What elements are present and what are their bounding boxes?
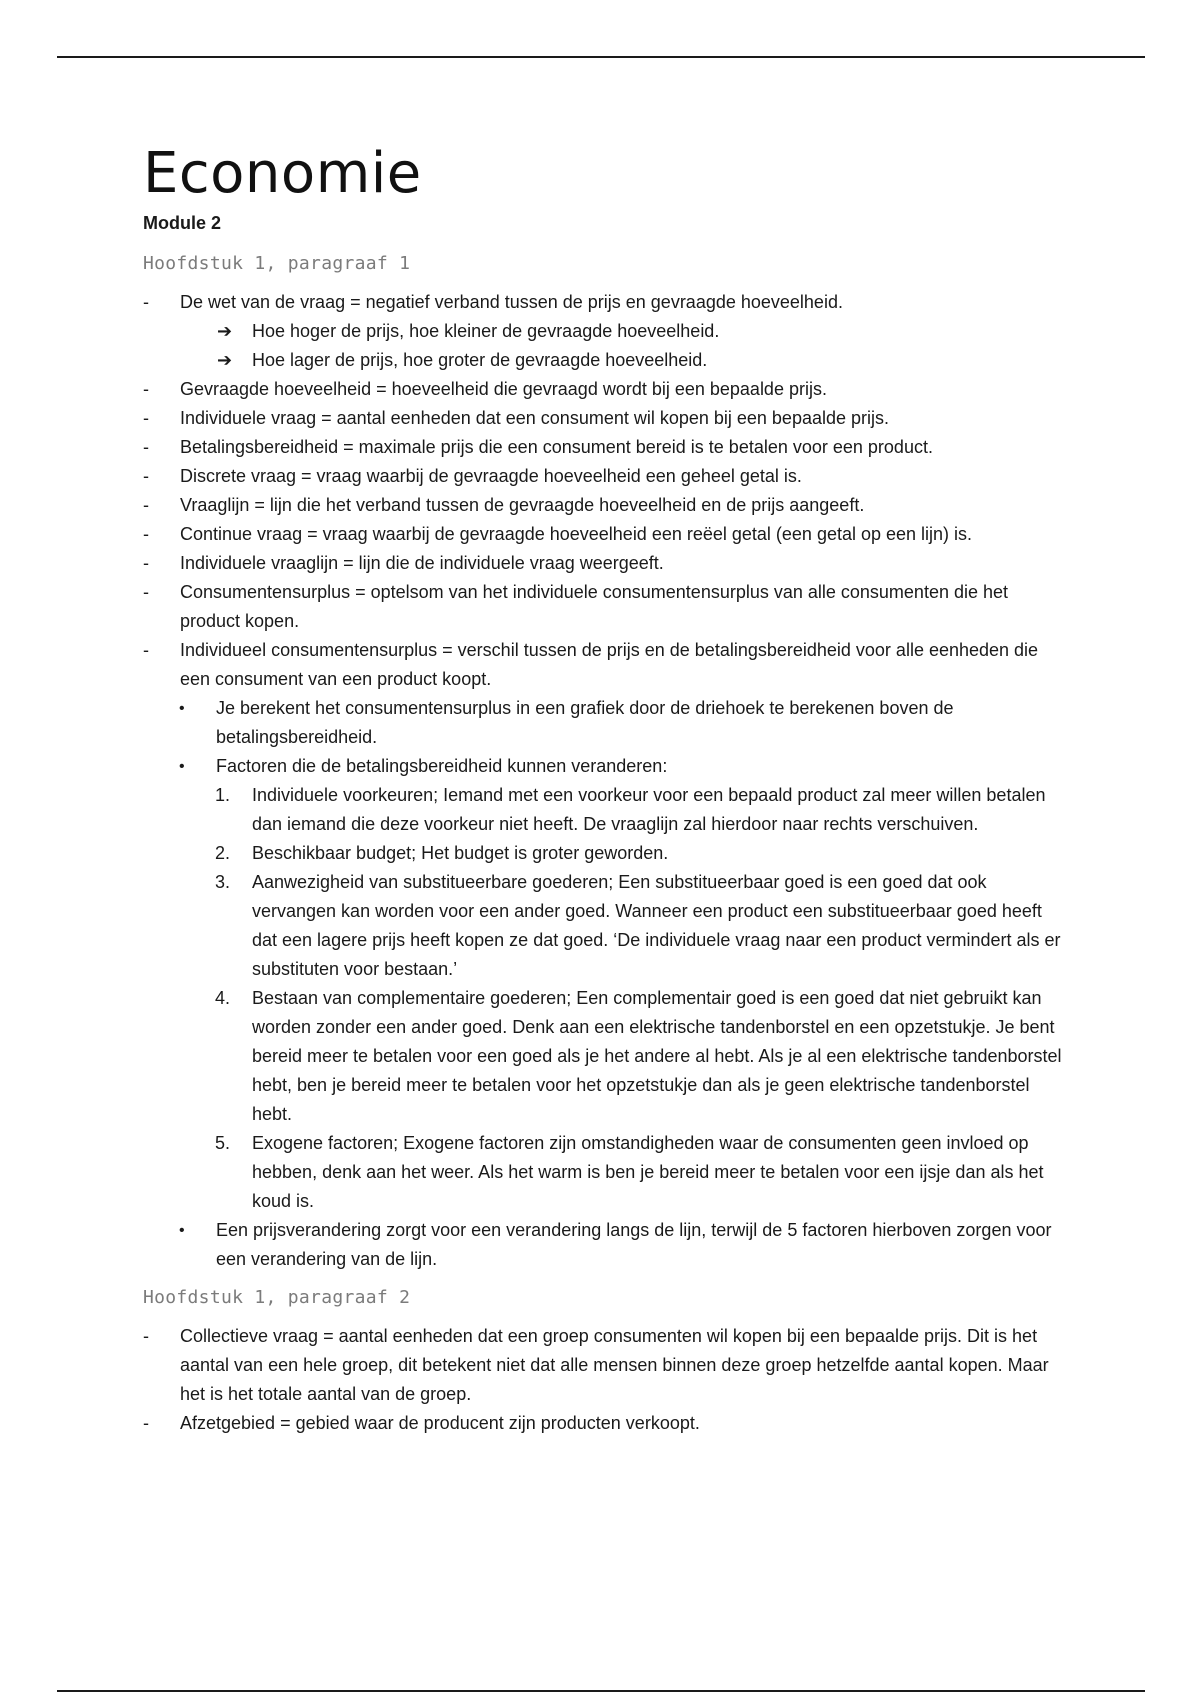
list-item xyxy=(143,578,1063,636)
list-item-text: Factoren die de betalingsbereidheid kunnen veranderen: xyxy=(216,756,668,776)
list-item-text: De wet van de vraag = negatief verband tussen de prijs en gevraagde hoeveelheid. xyxy=(180,292,843,312)
list-item-text: Afzetgebied = gebied waar de producent zijn producten verkoopt. xyxy=(180,1413,700,1433)
dash-marker: - xyxy=(143,408,149,428)
list-item xyxy=(143,346,1063,375)
list-item-text: Exogene factoren; Exogene factoren zijn omstandigheden waar de consumenten geen invloed op hebben, denk aan het weer. Als het warm is ben je bereid meer te betalen voor een ijsje dan als het koud is. xyxy=(252,1133,1044,1211)
list-item xyxy=(143,520,1063,549)
list-item xyxy=(143,839,1063,868)
list-item xyxy=(143,549,1063,578)
list-item xyxy=(143,636,1063,694)
list-item-text: Gevraagde hoeveelheid = hoeveelheid die gevraagd wordt bij een bepaalde prijs. xyxy=(180,379,827,399)
list-item-text: Individuele voorkeuren; Iemand met een voorkeur voor een bepaald product zal meer willen betalen dan iemand die deze voorkeur niet heeft. De vraaglijn zal hierdoor naar rechts verschuiven. xyxy=(252,785,1046,834)
dash-marker: - xyxy=(143,292,149,312)
dash-marker: - xyxy=(143,437,149,457)
list-item-text: Individueel consumentensurplus = verschil tussen de prijs en de betalingsbereidheid voor alle eenheden die een consument van een product koopt. xyxy=(180,640,1039,689)
dash-marker: - xyxy=(143,640,149,660)
document-subtitle: Module 2 xyxy=(143,213,222,233)
list-item xyxy=(143,752,1063,781)
list-item xyxy=(143,288,1063,317)
footer-rule xyxy=(57,1690,1145,1692)
bullet-icon: • xyxy=(179,758,185,775)
list-item xyxy=(143,433,1063,462)
list-item xyxy=(143,1216,1063,1274)
header-rule xyxy=(57,56,1145,58)
list-item xyxy=(143,1129,1063,1216)
bullet-icon: • xyxy=(179,700,185,717)
list-item-text: Collectieve vraag = aantal eenheden dat een groep consumenten wil kopen bij een bepaalde prijs. Dit is het aantal van een hele groep, dit betekent niet dat alle mensen binnen deze groep hetzelfde aantal kopen. Maar het is het totale aantal van de groep. xyxy=(180,1326,1049,1404)
list-item-text: Aanwezigheid van substitueerbare goederen; Een substitueerbaar goed is een goed dat ook vervangen kan worden voor een ander goed. Wanneer een product een substitueerbaar goed heeft dat een lagere prijs heeft kopen ze dat goed. ‘De individuele vraag naar een product vermindert als er substituten voor bestaan.’ xyxy=(252,872,1061,979)
list-item xyxy=(143,781,1063,839)
dash-marker: - xyxy=(143,553,149,573)
list-item-text: Continue vraag = vraag waarbij de gevraagde hoeveelheid een reëel getal (een getal op een lijn) is. xyxy=(180,524,973,544)
list-item-text: Discrete vraag = vraag waarbij de gevraagde hoeveelheid een geheel getal is. xyxy=(180,466,802,486)
list-item-text: Je berekent het consumentensurplus in een grafiek door de driehoek te berekenen boven de betalingsbereidheid. xyxy=(216,698,954,747)
list-item xyxy=(143,1409,1063,1438)
list-item-text: Beschikbaar budget; Het budget is groter geworden. xyxy=(252,843,669,863)
list-item-text: Een prijsverandering zorgt voor een verandering langs de lijn, terwijl de 5 factoren hierboven zorgen voor een verandering van de lijn. xyxy=(216,1220,1052,1269)
list-item xyxy=(143,491,1063,520)
dash-marker: - xyxy=(143,1326,149,1346)
dash-marker: - xyxy=(143,524,149,544)
dash-marker: - xyxy=(143,1413,149,1433)
list-item-text: Hoe lager de prijs, hoe groter de gevraagde hoeveelheid. xyxy=(252,350,708,370)
section-heading: Hoofdstuk 1, paragraaf 1 xyxy=(143,253,411,274)
document-title: Economie xyxy=(143,141,422,206)
list-item xyxy=(143,462,1063,491)
list-item-text: Betalingsbereidheid = maximale prijs die een consument bereid is te betalen voor een product. xyxy=(180,437,933,457)
bullet-icon: • xyxy=(179,1222,185,1239)
dash-marker: - xyxy=(143,582,149,602)
list-item-text: Vraaglijn = lijn die het verband tussen de gevraagde hoeveelheid en de prijs aangeeft. xyxy=(180,495,865,515)
list-item xyxy=(143,404,1063,433)
arrow-icon: ➔ xyxy=(217,350,233,370)
number-marker: 1. xyxy=(215,785,231,805)
list-item xyxy=(143,375,1063,404)
list-item xyxy=(143,1322,1063,1409)
number-marker: 5. xyxy=(215,1133,231,1153)
dash-marker: - xyxy=(143,495,149,515)
list-item xyxy=(143,868,1063,984)
list-item-text: Bestaan van complementaire goederen; Een complementair goed is een goed dat niet gebruikt kan worden zonder een ander goed. Denk aan een elektrische tandenborstel en een opzetstukje. Je bent bereid meer te betalen voor een goed als je het andere al hebt. Als je al een elektrische tandenborstel hebt, ben je bereid meer te betalen voor het opzetstukje dan als je geen elektrische tandenborstel hebt. xyxy=(252,988,1062,1124)
list-item-text: Hoe hoger de prijs, hoe kleiner de gevraagde hoeveelheid. xyxy=(252,321,720,341)
list-item-text: Consumentensurplus = optelsom van het individuele consumentensurplus van alle consumenten die het product kopen. xyxy=(180,582,1009,631)
list-item xyxy=(143,984,1063,1129)
list-item xyxy=(143,317,1063,346)
number-marker: 4. xyxy=(215,988,231,1008)
arrow-icon: ➔ xyxy=(217,321,233,341)
dash-marker: - xyxy=(143,379,149,399)
dash-marker: - xyxy=(143,466,149,486)
number-marker: 2. xyxy=(215,843,231,863)
list-item-text: Individuele vraaglijn = lijn die de individuele vraag weergeeft. xyxy=(180,553,664,573)
list-item xyxy=(143,694,1063,752)
section-heading: Hoofdstuk 1, paragraaf 2 xyxy=(143,1287,411,1308)
list-item-text: Individuele vraag = aantal eenheden dat een consument wil kopen bij een bepaalde prijs. xyxy=(180,408,890,428)
document-body xyxy=(143,140,1063,1438)
number-marker: 3. xyxy=(215,872,231,892)
